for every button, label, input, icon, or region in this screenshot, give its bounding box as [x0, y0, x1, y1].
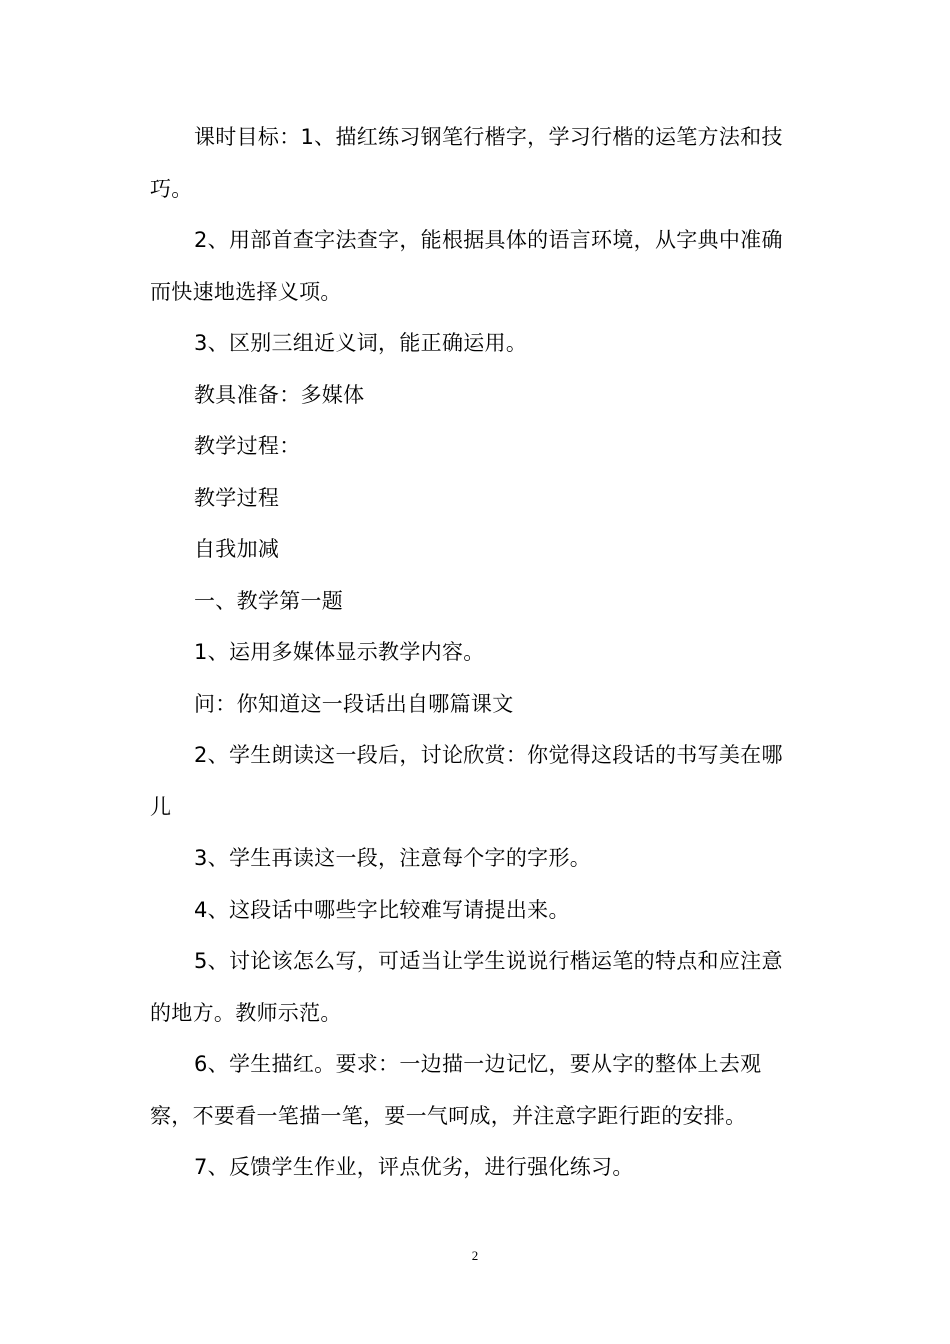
paragraph-teaching-process-heading: 教学过程： — [194, 434, 301, 458]
paragraph-step-4: 4、这段话中哪些字比较难写请提出来。 — [194, 897, 570, 922]
paragraph-question: 问：你知道这一段话出自哪篇课文 — [194, 691, 514, 716]
page-number: 2 — [471, 1248, 479, 1263]
paragraph-step-7: 7、反馈学生作业，评点优劣，进行强化练习。 — [194, 1155, 634, 1179]
document-body — [150, 112, 790, 1194]
paragraph-objective-2: 2、用部首查字法查字，能根据具体的语言环境，从字典中准确而快速地选择义项。 — [150, 228, 783, 304]
paragraph-step-2: 2、学生朗读这一段后，讨论欣赏：你觉得这段话的书写美在哪儿 — [150, 743, 783, 819]
paragraph-step-1: 1、运用多媒体显示教学内容。 — [194, 640, 485, 664]
paragraph-step-3: 3、学生再读这一段，注意每个字的字形。 — [194, 846, 592, 870]
paragraph-teaching-process: 教学过程 — [194, 485, 280, 510]
paragraph-section-one: 一、教学第一题 — [194, 588, 344, 613]
paragraph-step-6: 6、学生描红。要求：一边描一边记忆，要从字的整体上去观察，不要看一笔描一笔，要一气呵成，并注意字距行距的安排。 — [150, 1052, 762, 1128]
paragraph-step-5: 5、讨论该怎么写，可适当让学生说说行楷运笔的特点和应注意的地方。教师示范。 — [150, 949, 783, 1025]
paragraph-self-adjustment: 自我加减 — [194, 537, 280, 561]
paragraph-objective-3: 3、区别三组近义词，能正确运用。 — [194, 331, 528, 355]
paragraph-teaching-aids: 教具准备：多媒体 — [194, 382, 365, 407]
paragraph-lesson-objectives: 课时目标：1、描红练习钢笔行楷字，学习行楷的运笔方法和技巧。 — [150, 125, 783, 201]
